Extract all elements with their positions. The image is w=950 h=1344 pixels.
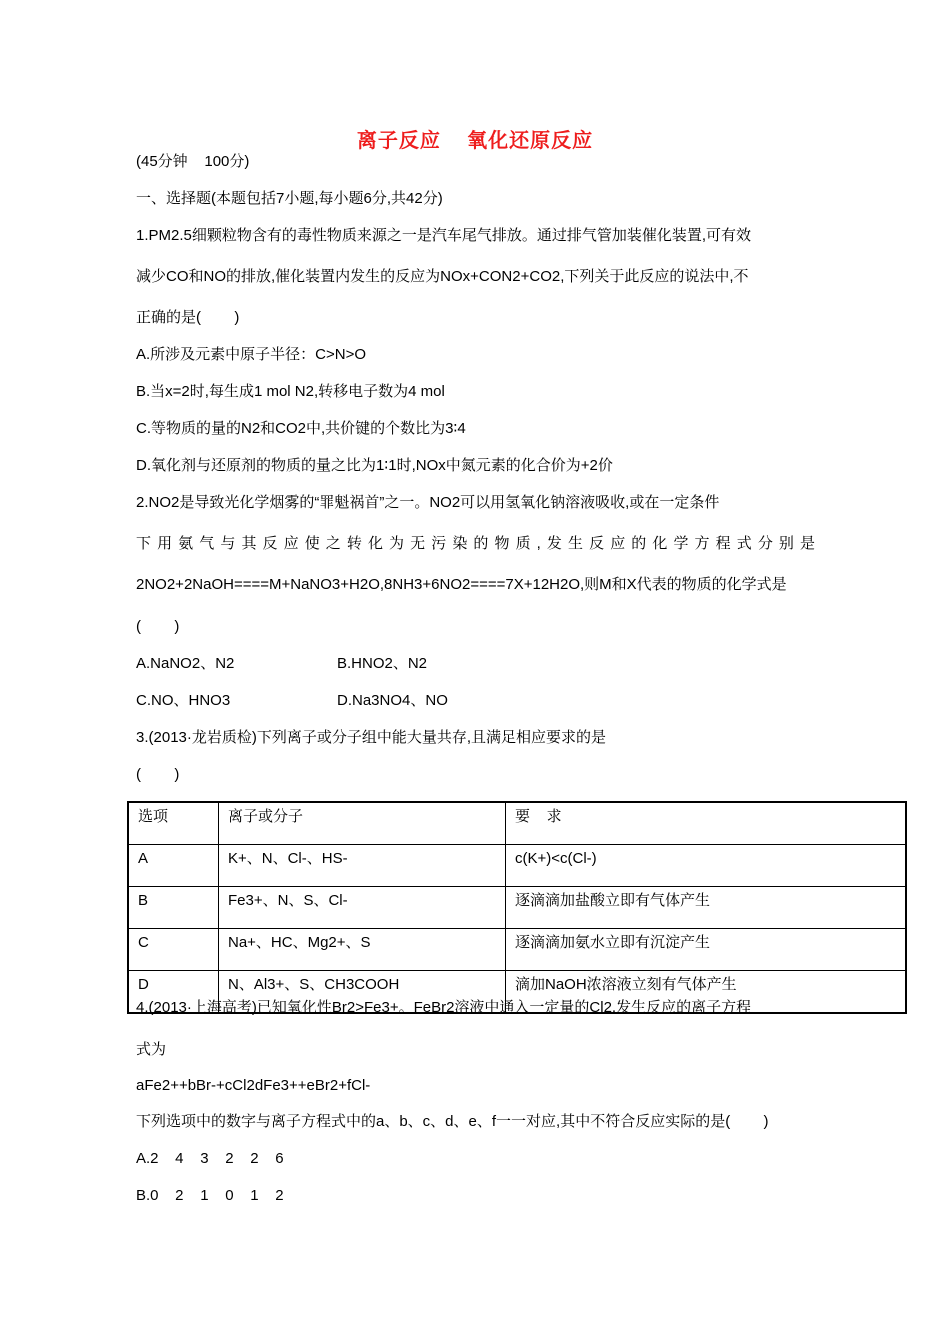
q4-line2: 式为: [136, 1041, 167, 1058]
q2-option-b: B.HNO2、N2: [337, 655, 428, 672]
q1-option-a: A.所涉及元素中原子半径：C>N>O: [136, 346, 367, 363]
q1-option-c: C.等物质的量的N2和CO2中,共价键的个数比为3∶4: [136, 420, 466, 437]
table-cell: 滴加NaOH浓溶液立刻有气体产生: [506, 971, 907, 1014]
q4-line1: 4.(2013·上海高考)已知氧化性Br2>Fe3+。FeBr2溶液中通入一定量的Cl2,发生反应的离子方程: [136, 999, 752, 1016]
table-row: [128, 887, 906, 929]
table-cell: 逐滴滴加盐酸立即有气体产生: [506, 887, 907, 929]
table-cell: Fe3+、N、S、Cl-: [219, 887, 506, 929]
table-header-cell: 要 求: [506, 802, 907, 845]
table-cell: N、Al3+、S、CH3COOH: [219, 971, 506, 1014]
exam-meta: (45分钟 100分): [136, 153, 250, 170]
q1-line3: 正确的是( ): [136, 309, 240, 326]
q2-line3: 2NO2+2NaOH====M+NaNO3+H2O,8NH3+6NO2====7X+12H2O,则M和X代表的物质的化学式是: [136, 576, 787, 593]
q4-option-b: B.0 2 1 0 1 2: [136, 1187, 284, 1204]
q1-option-d: D.氧化剂与还原剂的物质的量之比为1∶1时,NOx中氮元素的化合价为+2价: [136, 457, 613, 474]
table-cell: B: [128, 887, 219, 929]
q4-line4: 下列选项中的数字与离子方程式中的a、b、c、d、e、f一一对应,其中不符合反应实际的是( ): [136, 1113, 769, 1130]
page-title: 离子反应 氧化还原反应: [356, 130, 594, 152]
q2-line4: ( ): [136, 618, 180, 635]
q4-option-a: A.2 4 3 2 2 6: [136, 1150, 284, 1167]
q1-line2: 减少CO和NO的排放,催化装置内发生的反应为NOx+CON2+CO2,下列关于此反应的说法中,不: [136, 268, 749, 285]
table-cell: C: [128, 929, 219, 971]
table-header-cell: 选项: [128, 802, 219, 845]
q2-option-c: C.NO、HNO3: [136, 692, 231, 709]
table-cell: D: [128, 971, 219, 1014]
table-cell: K+、N、Cl-、HS-: [219, 845, 506, 887]
q3-line1: 3.(2013·龙岩质检)下列离子或分子组中能大量共存,且满足相应要求的是: [136, 729, 607, 746]
q1-option-b: B.当x=2时,每生成1 mol N2,转移电子数为4 mol: [136, 383, 445, 400]
table-cell: A: [128, 845, 219, 887]
table-row: [128, 845, 906, 887]
q2-option-d: D.Na3NO4、NO: [337, 692, 448, 709]
q2-option-a: A.NaNO2、N2: [136, 655, 235, 672]
section-heading: 一、选择题(本题包括7小题,每小题6分,共42分): [136, 190, 443, 207]
table-row: [128, 929, 906, 971]
table-cell: 逐滴滴加氨水立即有沉淀产生: [506, 929, 907, 971]
q2-line2: 下用氨气与其反应使之转化为无污染的物质,发生反应的化学方程式分别是: [136, 535, 815, 552]
q3-options-table: [127, 801, 907, 1014]
table-header-cell: 离子或分子: [219, 802, 506, 845]
table-cell: c(K+)<c(Cl-): [506, 845, 907, 887]
q3-line2: ( ): [136, 766, 180, 783]
q1-line1: 1.PM2.5细颗粒物含有的毒性物质来源之一是汽车尾气排放。通过排气管加装催化装置,可有效: [136, 227, 752, 244]
q2-line1: 2.NO2是导致光化学烟雾的“罪魁祸首”之一。NO2可以用氢氧化钠溶液吸收,或在一定条件: [136, 494, 720, 511]
q4-equation: aFe2++bBr-+cCl2dFe3++eBr2+fCl-: [136, 1077, 371, 1094]
table-header-row: [128, 802, 906, 845]
table-cell: Na+、HC、Mg2+、S: [219, 929, 506, 971]
